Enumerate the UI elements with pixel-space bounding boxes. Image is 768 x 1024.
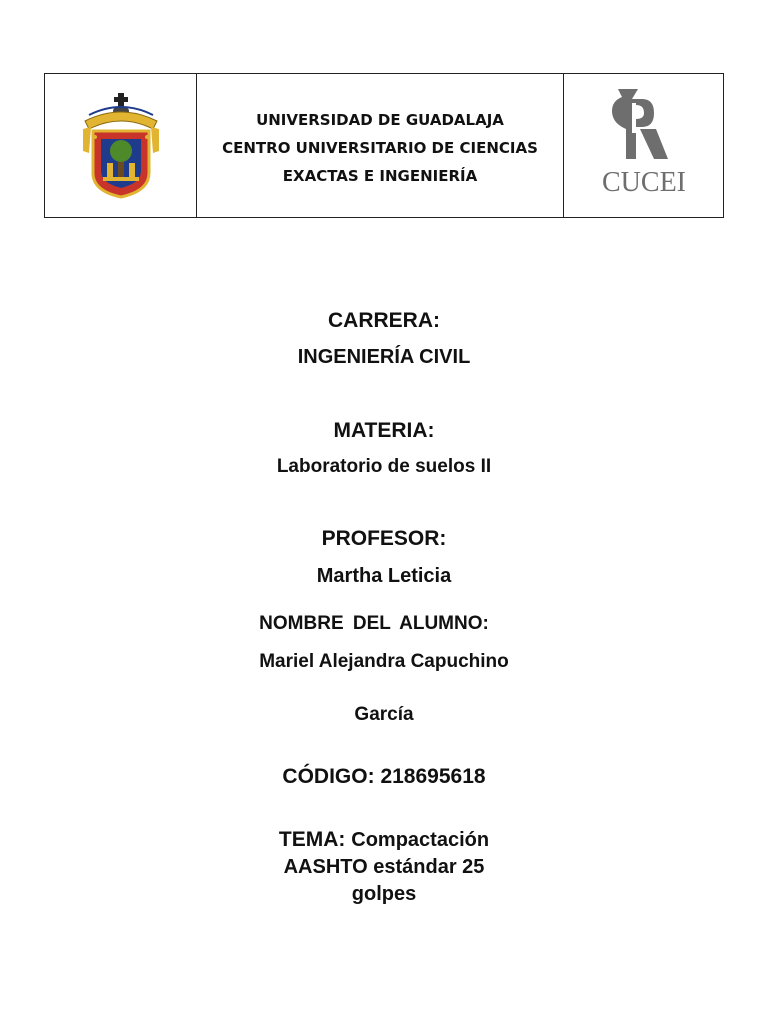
- tema-value-line2: AASHTO estándar 25: [283, 856, 485, 878]
- tema-line-1: [0, 826, 768, 854]
- profesor-value: Martha Leticia: [316, 565, 452, 587]
- materia-value: Laboratorio de suelos II: [276, 456, 492, 477]
- codigo-label: CÓDIGO:: [282, 765, 375, 788]
- cucei-logo-icon: [596, 83, 692, 201]
- tema-label: TEMA:: [278, 828, 346, 851]
- tema-block: [0, 826, 768, 908]
- materia-label: MATERIA:: [333, 419, 435, 442]
- header-institution: [197, 74, 564, 217]
- header-line-2: CENTRO UNIVERSITARIO DE CIENCIAS: [222, 138, 538, 157]
- udg-coat-of-arms-icon: [81, 93, 161, 199]
- header-right-cell: [564, 74, 723, 217]
- header-line-1: UNIVERSIDAD DE GUADALAJA: [256, 110, 504, 129]
- codigo-value: 218695618: [380, 765, 486, 788]
- header-left-cell: [45, 74, 197, 217]
- tema-value-line3: golpes: [351, 883, 417, 905]
- tema-value-line1: Compactación: [351, 829, 490, 851]
- alumno-value-line1: Mariel Alejandra Capuchino: [259, 651, 509, 672]
- carrera-value: INGENIERÍA CIVIL: [297, 346, 471, 368]
- codigo-line: [0, 765, 768, 789]
- cucei-logo-text: CUCEI: [601, 166, 686, 198]
- carrera-label: CARRERA:: [328, 309, 440, 332]
- header-line-3: EXACTAS E INGENIERÍA: [282, 166, 478, 185]
- alumno-value-line2: García: [354, 704, 414, 725]
- alumno-label: NOMBRE DEL ALUMNO:: [259, 613, 489, 634]
- header-table: [44, 73, 724, 218]
- profesor-label: PROFESOR:: [321, 527, 447, 550]
